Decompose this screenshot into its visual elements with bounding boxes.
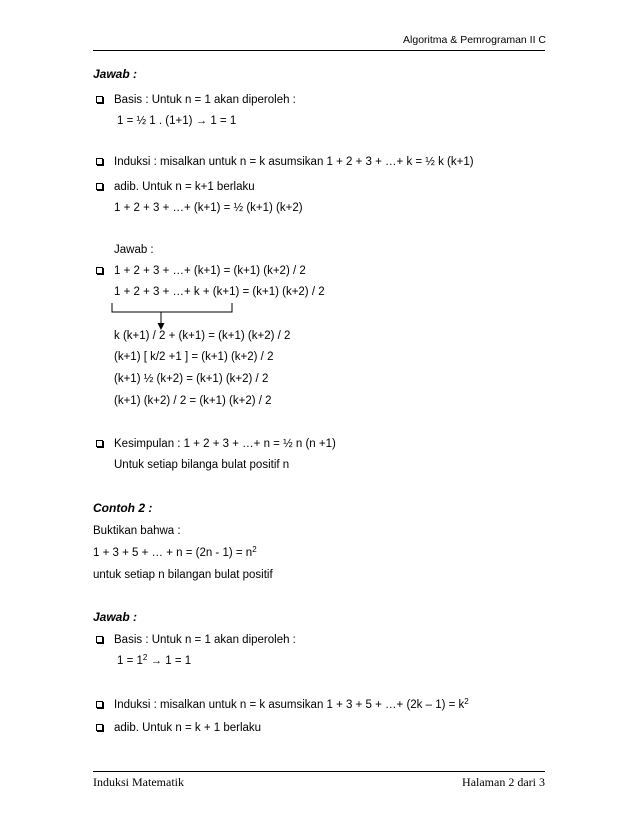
bullet-icon	[96, 636, 103, 643]
basis-text: Basis : Untuk n = 1 akan diperoleh :	[114, 94, 296, 106]
bullet-icon	[96, 183, 103, 190]
contoh2-equation: 1 + 3 + 5 + … + $n = (2n - 1) = n^2$	[93, 545, 257, 559]
header-rule	[93, 50, 545, 51]
jawab-heading-2: Jawab :	[93, 610, 138, 624]
jawab-heading: Jawab :	[93, 67, 138, 81]
contoh2-note: untuk setiap n bilangan bulat positif	[93, 569, 273, 581]
proof-line: (k+1) ½ (k+2) = (k+1) (k+2) / 2	[114, 373, 269, 385]
jawab-subheading: Jawab :	[114, 244, 154, 256]
proof-line: (k+1) [ k/2 +1 ] = (k+1) (k+2) / 2	[114, 351, 274, 363]
bullet-icon	[96, 724, 103, 731]
bullet-icon	[96, 701, 103, 708]
proof-line: 1 + 2 + 3 + …+ k + (k+1) = (k+1) (k+2) / 2	[114, 286, 325, 298]
kesimpulan-note: Untuk setiap bilanga bulat positif n	[114, 459, 290, 471]
footer-left: Induksi Matematik	[93, 775, 184, 789]
adib-equation: 1 + 2 + 3 + …+ (k+1) = ½ (k+1) (k+2)	[114, 202, 303, 214]
basis-equation: 1 = ½ 1 . (1+1) → 1 = 1	[117, 115, 237, 127]
induksi-text-2: Induksi : misalkan untuk n = k asumsikan 1 + 3 + 5 + …+ $(2k - 1) = k^2$	[114, 697, 469, 711]
adib-text-2: adib. Untuk n = k + 1 berlaku	[114, 722, 262, 734]
basis-text-2: Basis : Untuk n = 1 akan diperoleh :	[114, 634, 296, 646]
kesimpulan-text: Kesimpulan : 1 + 2 + 3 + …+ n = ½ n (n +1)	[114, 438, 336, 450]
bullet-icon	[96, 96, 103, 103]
basis-equation-2: $1 = 1^2 \to 1 = 1$	[117, 653, 192, 667]
proof-line: k (k+1) / 2 + (k+1) = (k+1) (k+2) / 2	[114, 330, 291, 342]
adib-text: adib. Untuk n = k+1 berlaku	[114, 181, 255, 193]
induksi-text: Induksi : misalkan untuk n = k asumsikan 1 + 2 + 3 + …+ k = ½ k (k+1)	[114, 156, 474, 168]
footer-rule	[93, 771, 545, 772]
bullet-icon	[96, 158, 103, 165]
proof-line: 1 + 2 + 3 + …+ (k+1) = (k+1) (k+2) / 2	[114, 265, 306, 277]
proof-line: (k+1) (k+2) / 2 = (k+1) (k+2) / 2	[114, 395, 272, 407]
bullet-icon	[96, 267, 103, 274]
contoh2-heading: Contoh 2 :	[93, 501, 153, 515]
footer-page-number: Halaman 2 dari 3	[462, 775, 545, 789]
bullet-icon	[96, 440, 103, 447]
header-title: Algoritma & Pemrograman II C	[403, 34, 546, 46]
buktikan-text: Buktikan bahwa :	[93, 525, 181, 537]
